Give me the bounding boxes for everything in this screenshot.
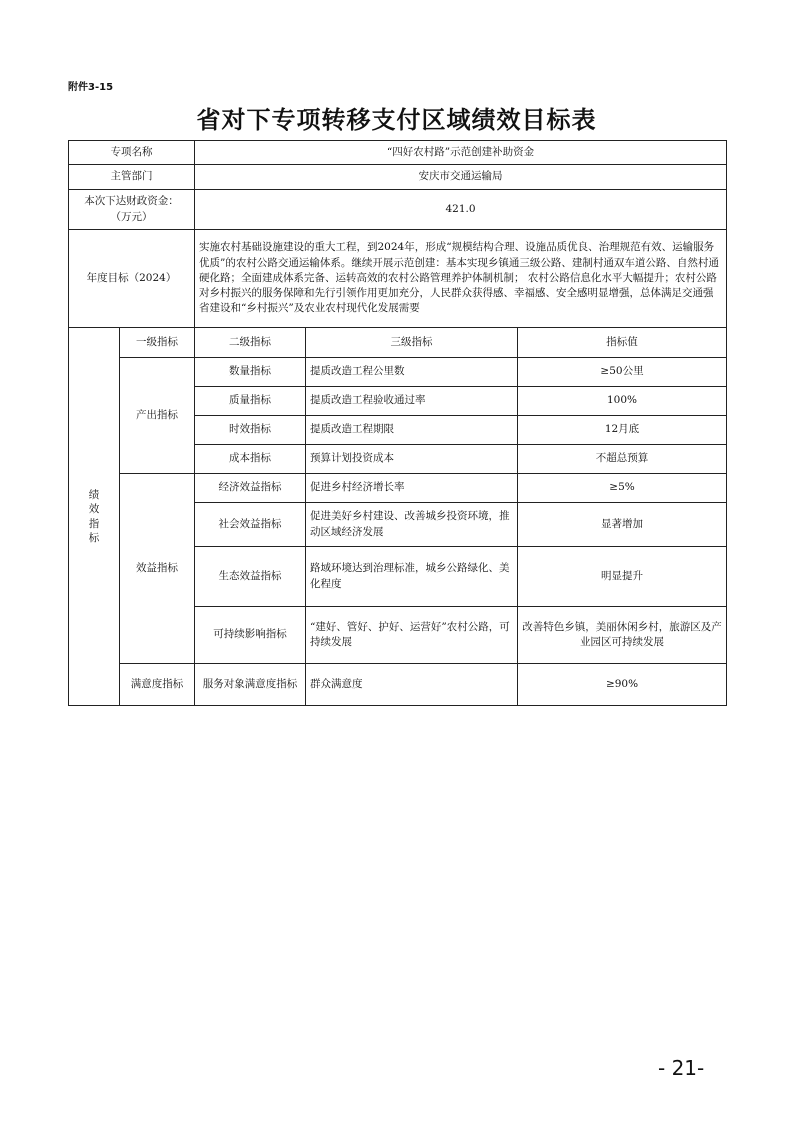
perf-indicator-label: 绩 效 指 标 xyxy=(69,328,120,706)
header-level3: 三级指标 xyxy=(306,328,518,358)
table-row xyxy=(69,230,727,328)
page-title: 省对下专项转移支付区域绩效目标表 xyxy=(196,106,597,134)
level3-cell: “建好、管好、护好、运营好”农村公路，可持续发展 xyxy=(306,607,518,664)
table-row xyxy=(69,328,727,358)
table-row xyxy=(69,141,727,165)
level2-cell: 时效指标 xyxy=(195,416,306,445)
level1-output: 产出指标 xyxy=(120,358,195,474)
level3-cell: 提质改造工程公里数 xyxy=(306,358,518,387)
annual-goal-value: 实施农村基础设施建设的重大工程，到2024年，形成“规模结构合理、设施品质优良、治理规范有效、运输服务优质”的农村公路交通运输体系。继续开展示范创建：基本实现乡镇通三级公路、建制村通双车道公路、自然村通硬化路；全面建成体系完备、运转高效的农村公路管理养护体制机制； 农村公路信息化水平大幅提升；农村公路对乡村振兴的服务保障和先行引领作用更加充分，人民群众获得感、幸福感、安全感明显增强，总体满足交通强省建设和“乡村振兴”及农业农村现代化发展需要 xyxy=(195,230,727,328)
annual-goal-label: 年度目标（2024） xyxy=(69,230,195,328)
table-row xyxy=(69,664,727,706)
level3-cell: 提质改造工程期限 xyxy=(306,416,518,445)
level2-cell: 生态效益指标 xyxy=(195,547,306,607)
value-cell: ≥50公里 xyxy=(518,358,727,387)
level2-cell: 成本指标 xyxy=(195,445,306,474)
funds-label-line2: （万元） xyxy=(110,210,153,223)
table-row xyxy=(69,474,727,503)
project-name-value: “四好农村路”示范创建补助资金 xyxy=(195,141,727,165)
project-name-label: 专项名称 xyxy=(69,141,195,165)
level2-cell: 质量指标 xyxy=(195,387,306,416)
value-cell: ≥90% xyxy=(518,664,727,706)
performance-goal-table xyxy=(68,140,727,706)
value-cell: 100% xyxy=(518,387,727,416)
header-level1: 一级指标 xyxy=(120,328,195,358)
value-cell: ≥5% xyxy=(518,474,727,503)
funds-label-line1: 本次下达财政资金： xyxy=(84,195,179,208)
value-cell: 显著增加 xyxy=(518,503,727,547)
level2-cell: 可持续影响指标 xyxy=(195,607,306,664)
level2-cell: 服务对象满意度指标 xyxy=(195,664,306,706)
table-row xyxy=(69,358,727,387)
level2-cell: 社会效益指标 xyxy=(195,503,306,547)
table-row xyxy=(69,190,727,230)
attachment-label: 附件3-15 xyxy=(68,82,114,93)
level3-cell: 提质改造工程验收通过率 xyxy=(306,387,518,416)
level3-cell: 预算计划投资成本 xyxy=(306,445,518,474)
level3-cell: 促进乡村经济增长率 xyxy=(306,474,518,503)
level3-cell: 路域环境达到治理标准，城乡公路绿化、美化程度 xyxy=(306,547,518,607)
level2-cell: 经济效益指标 xyxy=(195,474,306,503)
header-value: 指标值 xyxy=(518,328,727,358)
level2-cell: 数量指标 xyxy=(195,358,306,387)
level3-cell: 促进美好乡村建设、改善城乡投资环境，推动区域经济发展 xyxy=(306,503,518,547)
department-value: 安庆市交通运输局 xyxy=(195,165,727,190)
value-cell: 不超总预算 xyxy=(518,445,727,474)
level1-benefit: 效益指标 xyxy=(120,474,195,664)
table-row xyxy=(69,165,727,190)
page-number: - 21- xyxy=(658,1056,705,1080)
funds-label xyxy=(69,190,195,230)
value-cell: 明显提升 xyxy=(518,547,727,607)
level3-cell: 群众满意度 xyxy=(306,664,518,706)
value-cell: 12月底 xyxy=(518,416,727,445)
header-level2: 二级指标 xyxy=(195,328,306,358)
funds-value: 421.0 xyxy=(195,190,727,230)
department-label: 主管部门 xyxy=(69,165,195,190)
level1-satisfaction: 满意度指标 xyxy=(120,664,195,706)
value-cell: 改善特色乡镇，美丽休闲乡村，旅游区及产业园区可持续发展 xyxy=(518,607,727,664)
